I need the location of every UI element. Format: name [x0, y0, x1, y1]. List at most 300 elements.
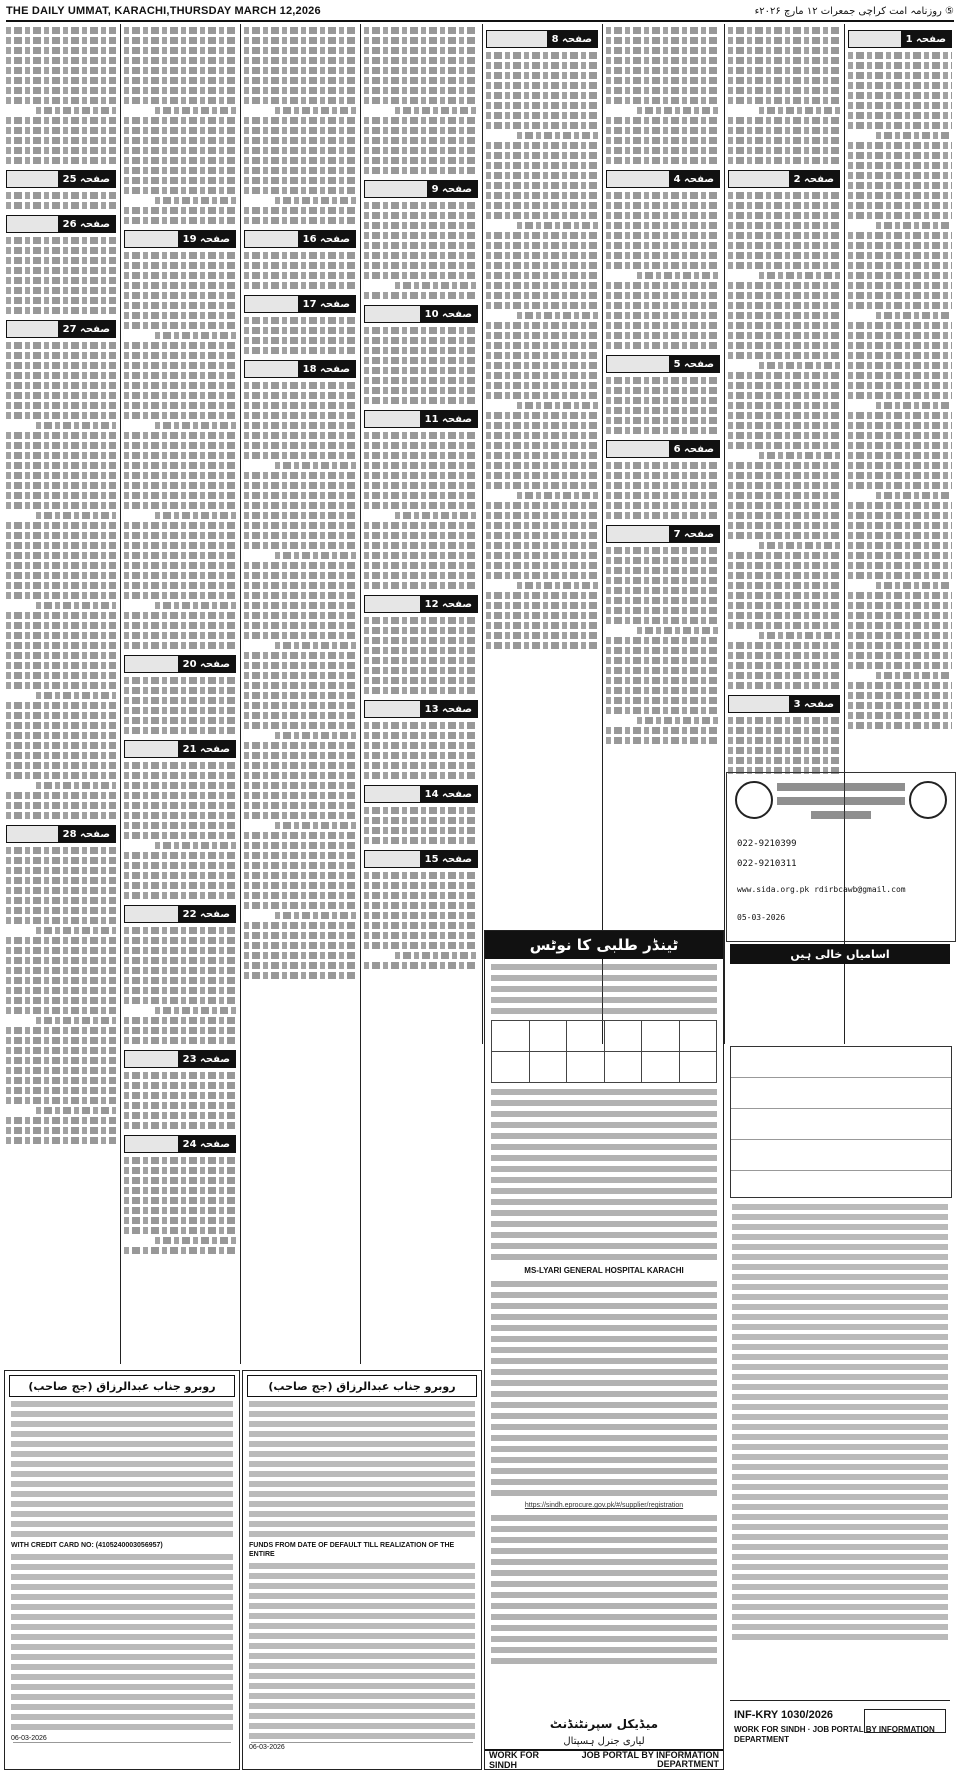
vacancy-table: [730, 1046, 952, 1198]
text-line: [249, 1593, 475, 1599]
text-line: [486, 62, 598, 69]
text-line: [11, 1624, 233, 1630]
table-row: [731, 1078, 951, 1109]
text-line: [848, 572, 952, 579]
text-line: [11, 1714, 233, 1720]
text-line: [11, 1451, 233, 1457]
text-line: [124, 717, 236, 724]
text-line: [249, 1451, 475, 1457]
text-line: [728, 512, 840, 519]
text-line: [364, 932, 478, 939]
text-line: [728, 352, 840, 359]
text-line: [124, 727, 236, 734]
text-line: [732, 1394, 948, 1400]
text-line: [732, 1494, 948, 1500]
text-line: [11, 1421, 233, 1427]
text-line: [6, 582, 116, 589]
text-line: [491, 1515, 717, 1521]
text-line: [6, 342, 116, 349]
text-line: [244, 852, 356, 859]
text-line: [606, 427, 720, 434]
tender-terms-2: [485, 1515, 723, 1664]
text-line: [732, 1254, 948, 1260]
text-line: [364, 902, 478, 909]
text-line: [124, 1017, 236, 1024]
text-line: [124, 1037, 236, 1044]
text-line: [728, 422, 840, 429]
section-header: [606, 355, 720, 373]
text-line: [6, 907, 116, 914]
eprocure-link[interactable]: https://sindh.eprocure.gov.pk/#/supplier/registration: [524, 1502, 684, 1509]
text-line: [249, 1693, 475, 1699]
text-line: [486, 432, 598, 439]
text-line: [517, 402, 598, 409]
section-caption: [7, 216, 58, 232]
text-line: [606, 97, 720, 104]
text-line: [244, 562, 356, 569]
text-line: [244, 157, 356, 164]
text-line: [364, 337, 478, 344]
text-line: [124, 272, 236, 279]
news-column-6: [242, 24, 358, 1364]
text-line: [491, 1111, 717, 1117]
text-line: [848, 292, 952, 299]
section-header: [364, 595, 478, 613]
text-line: [124, 802, 236, 809]
text-line: [244, 217, 356, 224]
text-line: [491, 1314, 717, 1320]
text-line: [249, 1733, 475, 1739]
text-line: [364, 892, 478, 899]
text-line: [6, 77, 116, 84]
section-header: [124, 905, 236, 923]
text-line: [124, 792, 236, 799]
text-line: [124, 77, 236, 84]
text-line: [124, 442, 236, 449]
text-line: [491, 1243, 717, 1249]
text-line: [491, 1592, 717, 1598]
text-line: [6, 802, 116, 809]
text-line: [244, 942, 356, 949]
text-line: [486, 322, 598, 329]
section-caption: [125, 1051, 178, 1067]
text-line: [606, 557, 720, 564]
signature: [251, 1742, 473, 1763]
section-number: صفحہ 1: [901, 31, 951, 47]
section-number: صفحہ 19: [178, 231, 235, 247]
text-line: [124, 392, 236, 399]
text-line: [11, 1564, 233, 1570]
text-line: [244, 97, 356, 104]
text-line: [124, 1197, 236, 1204]
text-line: [732, 1584, 948, 1590]
text-line: [124, 592, 236, 599]
text-line: [249, 1623, 475, 1629]
text-line: [486, 112, 598, 119]
text-line: [364, 452, 478, 459]
text-line: [124, 947, 236, 954]
vacancy-body: [730, 1200, 950, 1690]
text-line: [6, 502, 116, 509]
text-line: [364, 772, 478, 779]
text-line: [491, 1380, 717, 1386]
text-line: [6, 552, 116, 559]
text-line: [124, 57, 236, 64]
text-line: [249, 1531, 475, 1537]
text-line: [364, 97, 478, 104]
text-line: [491, 1526, 717, 1532]
section-number: صفحہ 9: [427, 181, 477, 197]
text-line: [249, 1653, 475, 1659]
text-line: [606, 292, 720, 299]
text-line: [491, 1358, 717, 1364]
section-caption: [365, 596, 420, 612]
section-header: [244, 295, 356, 313]
text-line: [848, 502, 952, 509]
text-line: [732, 1594, 948, 1600]
legal-date: 06-03-2026: [11, 1735, 47, 1742]
text-line: [244, 792, 356, 799]
text-line: [486, 562, 598, 569]
text-line: [364, 252, 478, 259]
text-line: [728, 202, 840, 209]
text-line: [486, 182, 598, 189]
text-line: [364, 912, 478, 919]
text-line: [364, 542, 478, 549]
text-line: [249, 1511, 475, 1517]
text-line: [249, 1461, 475, 1467]
text-line: [848, 372, 952, 379]
text-line: [6, 682, 116, 689]
text-line: [395, 282, 478, 289]
text-line: [848, 432, 952, 439]
text-line: [491, 1570, 717, 1576]
text-line: [124, 687, 236, 694]
text-line: [6, 622, 116, 629]
text-line: [364, 442, 478, 449]
text-line: [606, 67, 720, 74]
text-line: [848, 442, 952, 449]
text-line: [848, 252, 952, 259]
text-line: [11, 1704, 233, 1710]
text-line: [11, 1584, 233, 1590]
text-line: [244, 272, 356, 279]
text-line: [491, 1336, 717, 1342]
text-line: [249, 1723, 475, 1729]
text-line: [486, 552, 598, 559]
text-line: [11, 1431, 233, 1437]
text-line: [6, 202, 116, 209]
text-line: [728, 222, 840, 229]
text-line: [486, 172, 598, 179]
section-number: صفحہ 21: [178, 741, 235, 757]
section-caption: [365, 786, 420, 802]
text-line: [848, 202, 952, 209]
text-line: [759, 452, 840, 459]
text-line: [6, 792, 116, 799]
text-line: [124, 957, 236, 964]
section-header: [606, 440, 720, 458]
text-line: [395, 952, 478, 959]
text-line: [848, 562, 952, 569]
text-line: [124, 967, 236, 974]
text-line: [486, 252, 598, 259]
text-line: [728, 532, 840, 539]
text-line: [6, 47, 116, 54]
text-line: [6, 857, 116, 864]
text-line: [6, 27, 116, 34]
text-line: [364, 837, 478, 844]
text-line: [244, 127, 356, 134]
text-line: [732, 1274, 948, 1280]
text-line: [728, 392, 840, 399]
text-line: [6, 937, 116, 944]
text-line: [728, 77, 840, 84]
text-line: [517, 312, 598, 319]
text-line: [6, 847, 116, 854]
text-line: [728, 442, 840, 449]
text-line: [124, 772, 236, 779]
text-line: [6, 37, 116, 44]
text-line: [11, 1461, 233, 1467]
text-line: [6, 977, 116, 984]
text-line: [486, 522, 598, 529]
text-line: [6, 452, 116, 459]
text-line: [732, 1384, 948, 1390]
text-line: [732, 1484, 948, 1490]
text-line: [606, 657, 720, 664]
text-line: [606, 462, 720, 469]
text-line: [249, 1583, 475, 1589]
text-line: [486, 122, 598, 129]
text-line: [124, 572, 236, 579]
text-line: [491, 1391, 717, 1397]
text-line: [848, 452, 952, 459]
text-line: [848, 322, 952, 329]
text-line: [124, 482, 236, 489]
section-caption: [487, 31, 547, 47]
text-line: [124, 117, 236, 124]
text-line: [244, 712, 356, 719]
text-line: [124, 462, 236, 469]
text-line: [848, 422, 952, 429]
text-line: [6, 392, 116, 399]
column-divider: [120, 24, 121, 1364]
text-line: [364, 562, 478, 569]
text-line: [364, 492, 478, 499]
section-caption: [607, 441, 669, 457]
text-line: [6, 532, 116, 539]
text-line: [124, 217, 236, 224]
text-line: [124, 352, 236, 359]
text-line: [606, 262, 720, 269]
text-line: [244, 722, 356, 729]
text-line: [728, 672, 840, 679]
text-line: [6, 867, 116, 874]
text-line: [728, 642, 840, 649]
section-number: صفحہ 6: [669, 441, 719, 457]
stamp-icon: [864, 1709, 946, 1733]
text-line: [732, 1434, 948, 1440]
text-line: [848, 102, 952, 109]
text-line: [732, 1424, 948, 1430]
text-line: [11, 1694, 233, 1700]
text-line: [728, 582, 840, 589]
section-caption: [365, 411, 420, 427]
text-line: [491, 975, 717, 981]
text-line: [6, 492, 116, 499]
text-line: [6, 472, 116, 479]
text-line: [732, 1554, 948, 1560]
text-line: [517, 132, 598, 139]
text-line: [486, 242, 598, 249]
text-line: [6, 432, 116, 439]
government-seal-icon: [909, 781, 947, 819]
section-header: [244, 230, 356, 248]
text-line: [155, 1007, 236, 1014]
text-line: [732, 1534, 948, 1540]
text-line: [244, 147, 356, 154]
text-line: [728, 382, 840, 389]
text-line: [244, 432, 356, 439]
text-line: [244, 582, 356, 589]
text-line: [244, 952, 356, 959]
text-line: [728, 472, 840, 479]
text-line: [124, 532, 236, 539]
text-line: [848, 62, 952, 69]
text-line: [728, 97, 840, 104]
text-line: [848, 512, 952, 519]
text-line: [244, 782, 356, 789]
text-line: [6, 247, 116, 254]
text-line: [732, 1454, 948, 1460]
text-line: [848, 152, 952, 159]
text-line: [848, 612, 952, 619]
tender-signatory: میڈیکل سپرنٹنڈنٹ: [549, 1717, 659, 1731]
text-line: [848, 352, 952, 359]
text-line: [606, 677, 720, 684]
section-number: صفحہ 13: [420, 701, 477, 717]
text-line: [728, 67, 840, 74]
text-line: [848, 362, 952, 369]
text-line: [249, 1431, 475, 1437]
text-line: [491, 1468, 717, 1474]
text-line: [124, 1102, 236, 1109]
text-line: [124, 822, 236, 829]
masthead-urdu: ⑤ روزنامہ امت کراچی جمعرات ۱۲ مارچ ۲۰۲۶ء: [754, 5, 954, 17]
text-line: [637, 717, 720, 724]
signature: [13, 1742, 231, 1763]
section-header: [6, 320, 116, 338]
text-line: [848, 272, 952, 279]
text-line: [244, 337, 356, 344]
section-number: صفحہ 3: [789, 696, 839, 712]
text-line: [486, 512, 598, 519]
section-caption: [365, 851, 420, 867]
text-line: [244, 27, 356, 34]
text-line: [491, 1625, 717, 1631]
text-line: [606, 697, 720, 704]
text-line: [491, 1232, 717, 1238]
legal-notice-middle: [242, 1370, 482, 1770]
notice-subheading: [777, 797, 905, 805]
text-line: [517, 492, 598, 499]
text-line: [364, 117, 478, 124]
text-line: [486, 272, 598, 279]
text-line: [244, 422, 356, 429]
text-line: [124, 882, 236, 889]
text-line: [364, 387, 478, 394]
text-line: [486, 192, 598, 199]
text-line: [244, 252, 356, 259]
text-line: [364, 762, 478, 769]
text-line: [848, 392, 952, 399]
text-line: [244, 167, 356, 174]
text-line: [728, 757, 840, 764]
text-line: [876, 132, 952, 139]
text-line: [6, 127, 116, 134]
text-line: [491, 1133, 717, 1139]
text-line: [124, 37, 236, 44]
text-line: [728, 662, 840, 669]
text-line: [486, 442, 598, 449]
text-line: [6, 362, 116, 369]
text-line: [6, 947, 116, 954]
section-number: صفحہ 22: [178, 906, 235, 922]
text-line: [606, 342, 720, 349]
text-line: [124, 542, 236, 549]
text-line: [364, 882, 478, 889]
text-line: [491, 1177, 717, 1183]
text-line: [606, 87, 720, 94]
text-line: [848, 622, 952, 629]
text-line: [124, 697, 236, 704]
section-header: [364, 700, 478, 718]
text-line: [728, 412, 840, 419]
text-line: [155, 512, 236, 519]
vacancy-footer: [730, 1700, 950, 1769]
text-line: [364, 807, 478, 814]
text-line: [606, 242, 720, 249]
text-line: [244, 67, 356, 74]
text-line: [6, 402, 116, 409]
table-row: [731, 1140, 951, 1171]
text-line: [491, 1614, 717, 1620]
text-line: [491, 1303, 717, 1309]
text-line: [244, 672, 356, 679]
text-line: [606, 707, 720, 714]
text-line: [486, 382, 598, 389]
legal-english-line: FUNDS FROM DATE OF DEFAULT TILL REALIZATION OF THE ENTIRE: [249, 1542, 455, 1558]
text-line: [732, 1624, 948, 1630]
text-line: [491, 1603, 717, 1609]
text-line: [364, 242, 478, 249]
text-line: [364, 347, 478, 354]
text-line: [124, 382, 236, 389]
vacancy-ref: INF-KRY 1030/2026: [734, 1709, 834, 1721]
text-line: [491, 1089, 717, 1095]
text-line: [124, 987, 236, 994]
text-line: [728, 592, 840, 599]
text-line: [486, 482, 598, 489]
news-column-5: [362, 24, 480, 1364]
text-line: [364, 687, 478, 694]
text-line: [124, 852, 236, 859]
text-line: [848, 382, 952, 389]
text-line: [491, 1008, 717, 1014]
text-line: [486, 572, 598, 579]
text-line: [124, 312, 236, 319]
